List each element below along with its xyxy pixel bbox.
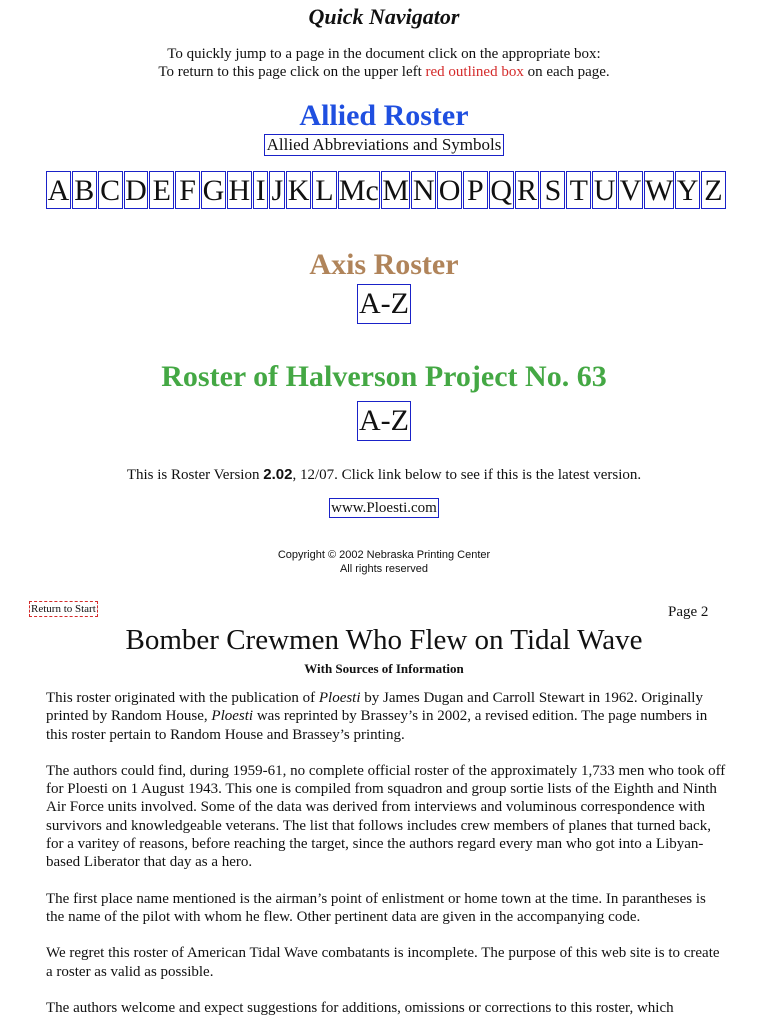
- quick-navigator-title: Quick Navigator: [308, 4, 460, 29]
- instruction-text-end: on each page.: [523, 64, 610, 80]
- allied-letter-link-i[interactable]: I: [253, 171, 269, 209]
- halverson-roster-az-link[interactable]: A-Z: [357, 401, 411, 441]
- book-title: Ploesti: [318, 690, 361, 706]
- navigator-instructions: [0, 45, 768, 81]
- rights-line: All rights reserved: [339, 563, 429, 575]
- paragraph-4: We regret this roster of American Tidal Wave combatants is incomplete. The purpose of this web site is to create a roster as valid as possible.: [46, 945, 720, 980]
- allied-abbreviations-link[interactable]: Allied Abbreviations and Symbols: [264, 134, 505, 156]
- instruction-line-2: [0, 63, 768, 81]
- allied-letter-link-h[interactable]: H: [227, 171, 252, 209]
- copyright: [0, 548, 768, 576]
- return-to-start-button[interactable]: Return to Start: [31, 603, 96, 615]
- paragraph-3: The first place name mentioned is the airman’s point of enlistment or home town at the time. In parantheses is the name of the pilot with whom he flew. Other pertinent data are given in the accompanying code.: [46, 890, 706, 925]
- allied-letter-link-u[interactable]: U: [592, 171, 617, 209]
- allied-letter-link-c[interactable]: C: [98, 171, 123, 209]
- p1-text-b: by James Dugan and Carroll Stewart in 1962. Originally printed by Random House,: [46, 690, 703, 725]
- ploesti-site-link[interactable]: www.Ploesti.com: [331, 500, 437, 516]
- allied-letter-link-n[interactable]: N: [411, 171, 436, 209]
- allied-letter-link-g[interactable]: G: [201, 171, 226, 209]
- version-line: [0, 466, 768, 484]
- version-number: 2.02: [263, 466, 293, 483]
- red-box-phrase: red outlined box: [425, 64, 524, 80]
- book-title: Ploesti: [211, 708, 254, 725]
- axis-roster-title: Axis Roster: [309, 248, 459, 281]
- allied-letter-link-z[interactable]: Z: [701, 171, 726, 209]
- paragraph-2: The authors could find, during 1959-61, no complete official roster of the approximately 1,733 men who took off for Ploesti on 1 August 1943. This one is compiled from squadron and group sortie lists of the Eighth and Ninth Air Force units involved. Some of the data was derived from interviews and voluminous correspondence with survivors and knowledgeable veterans. The list that follows includes crew members of planes that turned back, for a varitey of reasons, before reaching the target, since the authors regard every man who got into a Libyan-based Liberator that day as a hero.: [46, 762, 726, 871]
- allied-letter-link-t[interactable]: T: [566, 171, 591, 209]
- page-heading: Bomber Crewmen Who Flew on Tidal Wave: [125, 624, 643, 656]
- page-subheading: With Sources of Information: [304, 661, 464, 676]
- allied-letter-link-m[interactable]: M: [381, 171, 410, 209]
- allied-letter-link-b[interactable]: B: [72, 171, 97, 209]
- paragraph-1: [46, 689, 726, 744]
- p1-text-a: This roster originated with the publication of: [46, 690, 319, 706]
- axis-roster-az-link[interactable]: A-Z: [357, 284, 411, 324]
- allied-letter-link-k[interactable]: K: [286, 171, 311, 209]
- body-text: [46, 689, 726, 1035]
- allied-letter-link-mc[interactable]: Mc: [338, 171, 380, 209]
- allied-letter-link-j[interactable]: J: [269, 171, 285, 209]
- version-suffix: , 12/07. Click link below to see if this is the latest version.: [292, 467, 642, 483]
- allied-letter-link-d[interactable]: D: [124, 171, 149, 209]
- allied-roster-title: Allied Roster: [299, 99, 469, 132]
- allied-letter-link-p[interactable]: P: [463, 171, 488, 209]
- allied-letter-link-w[interactable]: W: [644, 171, 674, 209]
- allied-letter-link-f[interactable]: F: [175, 171, 200, 209]
- allied-letter-link-l[interactable]: L: [312, 171, 337, 209]
- allied-letter-link-o[interactable]: O: [437, 171, 462, 209]
- p1-text-c: was reprinted by Brassey’s in 2002, a revised edition. The page numbers in this roster pertain to Random House and Brassey’s printing.: [46, 708, 708, 743]
- allied-letter-link-y[interactable]: Y: [675, 171, 700, 209]
- allied-letter-link-e[interactable]: E: [149, 171, 174, 209]
- version-prefix: This is Roster Version: [126, 467, 264, 483]
- instruction-text: To return to this page click on the upper left: [158, 64, 426, 80]
- halverson-roster-title: Roster of Halverson Project No. 63: [161, 360, 607, 393]
- allied-letter-link-r[interactable]: R: [515, 171, 540, 209]
- allied-letter-link-v[interactable]: V: [618, 171, 643, 209]
- copyright-line: Copyright © 2002 Nebraska Printing Center: [277, 549, 491, 561]
- allied-letter-index: [46, 171, 726, 209]
- instruction-line-1: To quickly jump to a page in the document click on the appropriate box:: [167, 46, 601, 62]
- allied-letter-link-s[interactable]: S: [540, 171, 565, 209]
- paragraph-5: The authors welcome and expect suggestions for additions, omissions or corrections to this roster, which: [46, 999, 674, 1016]
- page-number: Page 2: [668, 604, 709, 620]
- allied-letter-link-q[interactable]: Q: [489, 171, 514, 209]
- allied-letter-link-a[interactable]: A: [46, 171, 71, 209]
